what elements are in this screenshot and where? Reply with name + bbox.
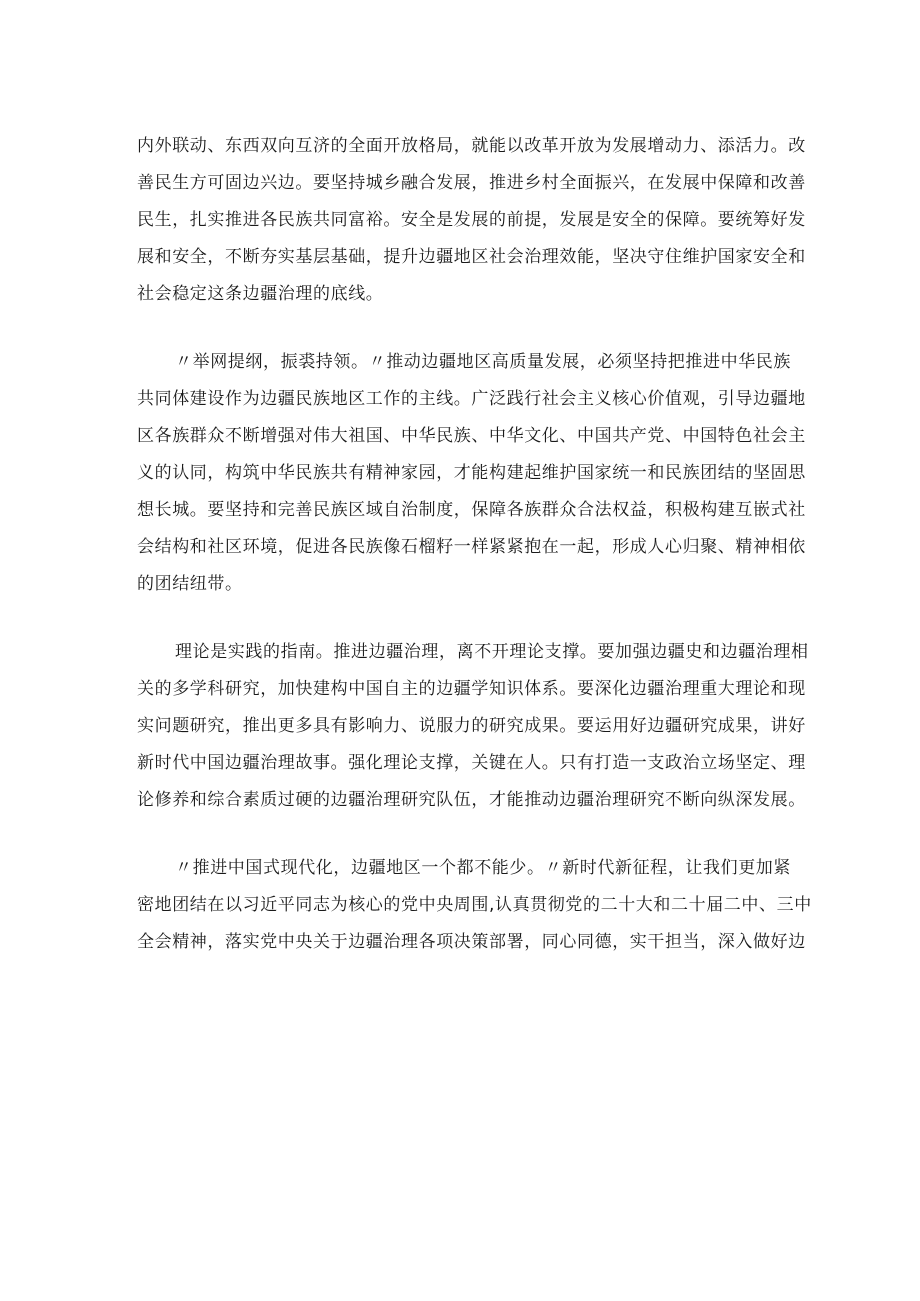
text-line: 的团结纽带。: [137, 574, 243, 594]
text-line: 善民生方可固边兴边。要坚持城乡融合发展，推进乡村全面振兴，在发展中保障和改善: [137, 173, 806, 193]
text-line: 〃举网提纲，振裘持领。〃推动边疆地区高质量发展，必须坚持把推进中华民族: [175, 352, 791, 372]
text-line: 全会精神，落实党中央关于边疆治理各项决策部署，同心同德，实干担当，深入做好边: [137, 932, 806, 952]
text-line: 民生，扎实推进各民族共同富裕。安全是发展的前提，发展是安全的保障。要统筹好发: [137, 210, 806, 230]
text-line: 〃推进中国式现代化，边疆地区一个都不能少。〃新时代新征程，让我们更加紧: [175, 858, 791, 878]
body-text: [137, 128, 812, 961]
text-line: 论修养和综合素质过硬的边疆治理研究队伍，才能推动边疆治理研究不断向纵深发展。: [137, 790, 806, 810]
paragraph: [137, 850, 812, 961]
text-line: 会结构和社区环境，促进各民族像石榴籽一样紧紧抱在一起，形成人心归聚、精神相依: [137, 537, 806, 557]
text-line: 想长城。要坚持和完善民族区域自治制度，保障各族群众合法权益，积极构建互嵌式社: [137, 500, 806, 520]
text-line: 内外联动、东西双向互济的全面开放格局，就能以改革开放为发展增动力、添活力。改: [137, 136, 806, 156]
paragraph: [137, 634, 809, 819]
text-line: 社会稳定这条边疆治理的底线。: [137, 284, 384, 304]
text-line: 理论是实践的指南。推进边疆治理，离不开理论支撑。要加强边疆史和边疆治理相: [175, 642, 809, 662]
text-line: 区各族群众不断增强对伟大祖国、中华民族、中华文化、中国共产党、中国特色社会主: [137, 426, 806, 446]
text-line: 共同体建设作为边疆民族地区工作的主线。广泛践行社会主义核心价值观，引导边疆地: [137, 389, 806, 409]
paragraph: [137, 344, 806, 603]
text-line: 关的多学科研究，加快建构中国自主的边疆学知识体系。要深化边疆治理重大理论和现: [137, 679, 806, 699]
text-line: 密地团结在以习近平同志为核心的党中央周围,认真贯彻党的二十大和二十届二中、三中: [137, 895, 812, 915]
text-line: 展和安全，不断夯实基层基础，提升边疆地区社会治理效能，坚决守住维护国家安全和: [137, 247, 806, 267]
text-line: 新时代中国边疆治理故事。强化理论支撑，关键在人。只有打造一支政治立场坚定、理: [137, 753, 806, 773]
text-line: 实问题研究，推出更多具有影响力、说服力的研究成果。要运用好边疆研究成果，讲好: [137, 716, 806, 736]
paragraph: [137, 128, 806, 313]
text-line: 义的认同，构筑中华民族共有精神家园，才能构建起维护国家统一和民族团结的坚固思: [137, 463, 806, 483]
